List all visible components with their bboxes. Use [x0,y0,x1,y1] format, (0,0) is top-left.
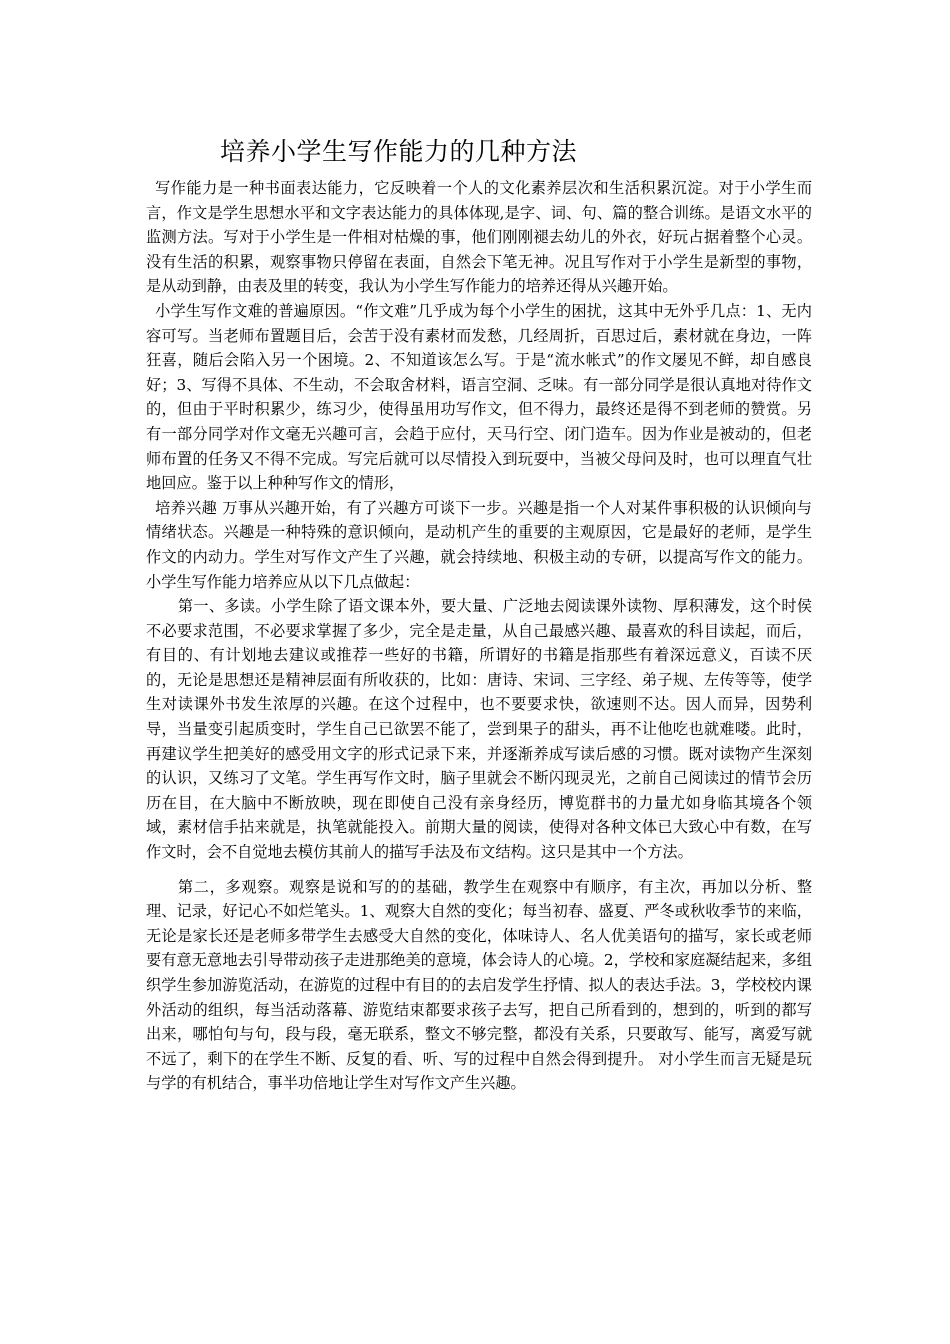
paragraph-observation: 第二，多观察。观察是说和写的的基础，教学生在观察中有顺序，有主次，再加以分析、整理、记录，好记心不如烂笔头。1、观察大自然的变化；每当初春、盛夏、严冬或秋收季节的来临，无论是家长还是老师多带学生去感受大自然的变化，体味诗人、名人优美语句的描写，家长或老师要有意无意地去引导带动孩子走进那绝美的意境，体会诗人的心境。2，学校和家庭凝结起来，多组织学生参加游览活动，在游览的过程中有目的的去启发学生抒情、拟人的表达手法。3，学校校内课外活动的组织，每当活动落幕、游览结束都要求孩子去写，把自己所看到的，想到的，听到的都写出来，哪怕句与句，段与段，毫无联系，整文不够完整，都没有关系，只要敢写、能写，离爱写就不远了，剩下的在学生不断、反复的看、听、写的过程中自然会得到提升。 对小学生而言无疑是玩与学的有机结合，事半功倍地让学生对写作文产生兴趣。 [146,877,812,1093]
document-body [146,176,812,1096]
paragraph-difficulties: 小学生写作文难的普遍原因。“作文难”几乎成为每个小学生的困扰，这其中无外乎几点：1、无内容可写。当老师布置题目后，会苦于没有素材而发愁，几经周折，百思过后，素材就在身边，一阵狂喜，随后会陷入另一个困境。2、不知道该怎么写。于是“流水帐式”的作文屡见不鲜，却自感良好；3、写得不具体、不生动，不会取舍材料，语言空洞、乏味。有一部分同学是很认真地对待作文的，但由于平时积累少，练习少，使得虽用功写作文，但不得力，最终还是得不到老师的赞赏。另有一部分同学对作文毫无兴趣可言，会趋于应付，天马行空、闭门造车。因为作业是被动的，但老师布置的任务又不得不完成。写完后就可以尽情投入到玩耍中，当被父母问及时，也可以理直气壮地回应。鉴于以上种种写作文的情形， [146,301,812,493]
paragraph-interest: 培养兴趣 万事从兴趣开始，有了兴趣方可谈下一步。兴趣是指一个人对某件事积极的认识倾向与情绪状态。兴趣是一种特殊的意识倾向，是动机产生的重要的主观原因，它是最好的老师，是学生作文的内动力。学生对写作文产生了兴趣，就会持续地、积极主动的专研，以提高写作文的能力。 小学生写作能力培养应从以下几点做起： [146,498,812,591]
document-title: 培养小学生写作能力的几种方法 [220,137,578,166]
paragraph-intro: 写作能力是一种书面表达能力，它反映着一个人的文化素养层次和生活积累沉淀。对于小学生而言，作文是学生思想水平和文字表达能力的具体体现,是字、词、句、篇的整合训练。是语文水平的监测方法。写对于小学生是一件相对枯燥的事，他们刚刚褪去幼儿的外衣，好玩占据着整个心灵。没有生活的积累，观察事物只停留在表面，自然会下笔无神。况且写作对于小学生是新型的事物，是从动到静，由表及里的转变，我认为小学生写作能力的培养还得从兴趣开始。 [146,179,812,296]
paragraph-reading: 第一、多读。小学生除了语文课本外，要大量、广泛地去阅读课外读物、厚积薄发，这个时侯不必要求范围，不必要求掌握了多少，完全是走量，从自己最感兴趣、最喜欢的科目读起，而后，有目的、有计划地去建议或推荐一些好的书籍，所谓好的书籍是指那些有着深远意义，百读不厌的，无论是思想还是精神层面有所收获的，比如：唐诗、宋词、三字经、弟子规、左传等等，使学生对读课外书发生浓厚的兴趣。在这个过程中，也不要要求快，欲速则不达。因人而异，因势利导，当量变引起质变时，学生自己已欲罢不能了，尝到果子的甜头，再不让他吃也就难喽。此时，再建议学生把美好的感受用文字的形式记录下来，并逐渐养成写读后感的习惯。既对读物产生深刻的认识，又练习了文笔。学生再写作文时，脑子里就会不断闪现灵光，之前自己阅读过的情节会历历在目，在大脑中不断放映，现在即使自己没有亲身经历，博览群书的力量尤如身临其境各个领域，素材信手拈来就是，执笔就能投入。前期大量的阅读，使得对各种文体已大致心中有数，在写作文时，会不自觉地去模仿其前人的描写手法及布文结构。这只是其中一个方法。 [146,597,812,862]
